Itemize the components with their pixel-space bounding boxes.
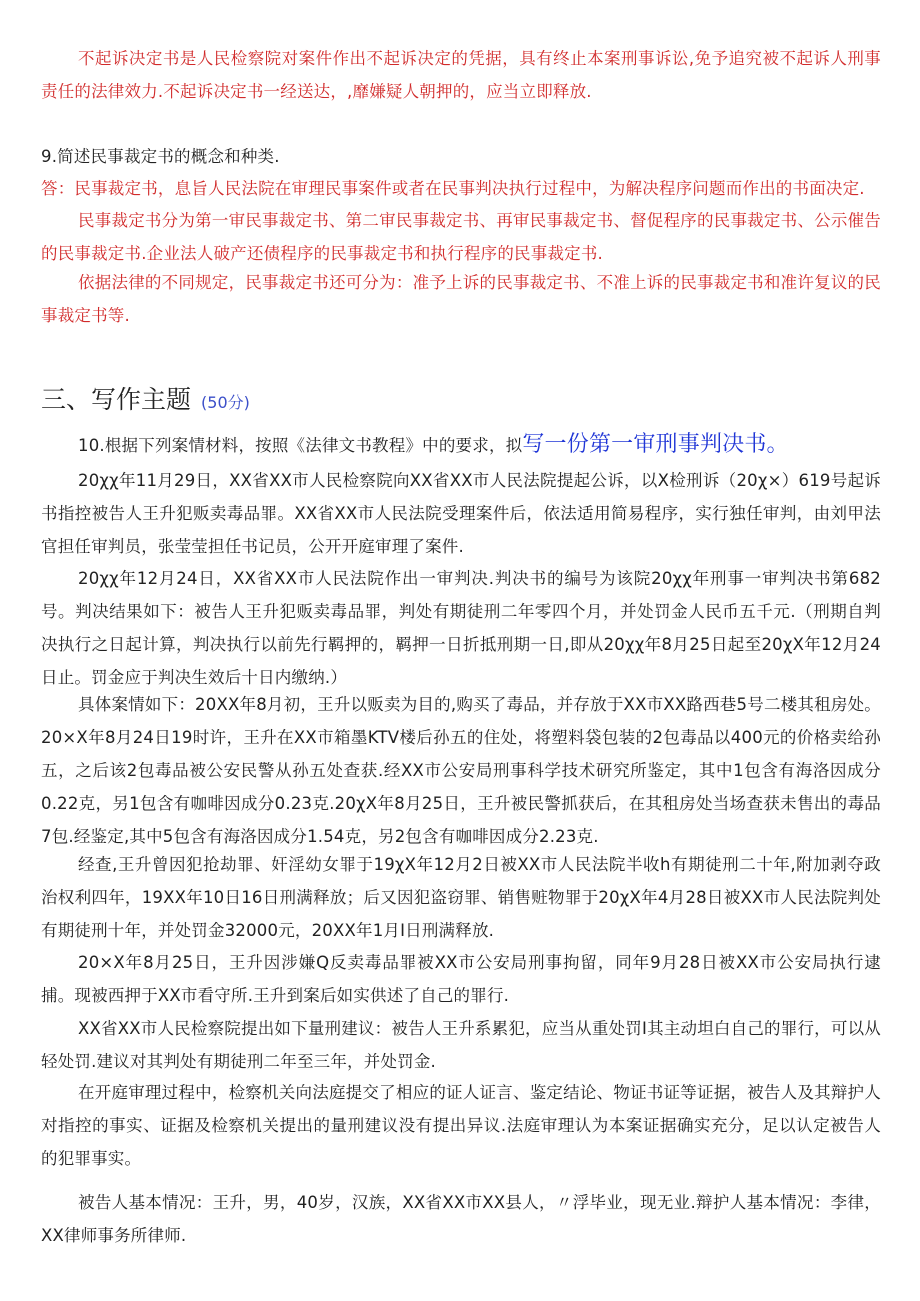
case-paragraph-trial: 在开庭审理过程中，检察机关向法庭提交了相应的证人证言、鉴定结论、物证书证等证据，被告人及其辩护人对指控的事实、证据及检察机关提出的量刑建议没有提出异议.法庭审理认为本案证据确实充分，足以认定被告人的犯罪事实。	[41, 1083, 881, 1168]
section-heading	[41, 380, 250, 423]
answer-9-definition: 答：民事裁定书，息旨人民法院在审理民事案件或者在民事判决执行过程中，为解决程序问题而作出的书面决定.	[41, 179, 865, 198]
paragraph-non-prosecution-effect: 不起诉决定书是人民检察院对案件作出不起诉决定的凭据，具有终止本案刑事诉讼,免予追究被不起诉人刑事责任的法律效力.不起诉决定书一经送达，,靡嫌疑人朝押的，应当立即释放.	[41, 49, 881, 101]
question-9: 9.简述民事裁定书的概念和种类.	[41, 147, 280, 166]
case-paragraph-judgment: 20χχ年12月24日，XX省XX市人民法院作出一审判决.判决书的编号为该院20χχ年刑事一审判决书第682号。判决结果如下：被告人王升犯贩卖毒品罪，判处有期徒刑二年零四个月，并处罚金人民币五千元.（刑期自判决执行之日起计算，判决执行以前先行羁押的，羁押一日折抵刑期一日,即从20χχ年8月25日起至20χX年12月24日止。罚金应于判决生效后十日内缴纳.）	[41, 569, 881, 687]
section-title: 三、写作主题	[41, 385, 192, 414]
answer-9-classification: 依据法律的不同规定，民事裁定书还可分为：准予上诉的民事裁定书、不准上诉的民事裁定书和准许复议的民事裁定书等.	[41, 273, 881, 325]
case-paragraph-criminal-record: 经查,王升曾因犯抢劫罪、奸淫幼女罪于19χX年12月2日被XX市人民法院半收h有期徒刑二十年,附加剥夺政治权利四年，19XX年10日16日刑满释放；后又因犯盗窃罪、销售赃物罪于20χX年4月28日被XX市人民法院判处有期徒刑十年，并处罚金32000元，20XX年1月I日刑满释放.	[41, 855, 881, 940]
question-10-emphasis: 写一份第一审刑事判决书。	[522, 432, 789, 457]
answer-9-types: 民事裁定书分为第一审民事裁定书、第二审民事裁定书、再审民事裁定书、督促程序的民事裁定书、公示催告的民事裁定书.企业法人破产还债程序的民事裁定书和执行程序的民事裁定书.	[41, 211, 881, 263]
case-paragraph-facts: 具体案情如下：20XX年8月初，王升以贩卖为目的,购买了毒品，并存放于XX市XX路西巷5号二楼其租房处。20×X年8月24日19时许，王升在XX市箱墨KTV楼后孙五的住处，将塑料袋包装的2包毒品以400元的价格卖给孙五，之后该2包毒品被公安民警从孙五处查获.经XX市公安局刑事科学技术研究所鉴定，其中1包含有海洛因成分0.22克，另1包含有咖啡因成分0.23克.20χX年8月25日，王升被民警抓获后，在其租房处当场查获未售出的毒品7包.经鉴定,其中5包含有海洛因成分1.54克，另2包含有咖啡因成分2.23克.	[41, 695, 881, 846]
case-paragraph-prosecution: 20χχ年11月29日，XX省XX市人民检察院向XX省XX市人民法院提起公诉，以X检刑诉（20χ×）619号起诉书指控被告人王升犯贩卖毒品罪。XX省XX市人民法院受理案件后，依法适用简易程序，实行独任审判，由刘甲法官担任审判员，张莹莹担任书记员，公开开庭审理了案件.	[41, 471, 881, 556]
case-paragraph-detention: 20×X年8月25日，王升因涉嫌Q反卖毒品罪被XX市公安局刑事拘留，同年9月28日被XX市公安局执行逮捕。现被西押于XX市看守所.王升到案后如实供述了自己的罪行.	[41, 953, 881, 1005]
case-paragraph-defendant-info: 被告人基本情况：王升，男，40岁，汉族，XX省XX市XX县人，〃浮毕业，现无业.辩护人基本情况：李律，XX律师事务所律师.	[41, 1193, 881, 1245]
question-10-text: 10.根据下列案情材料，按照《法律文书教程》中的要求，拟	[78, 436, 523, 455]
section-score: (50分)	[201, 393, 250, 412]
case-paragraph-sentencing-proposal: XX省XX市人民检察院提出如下量刑建议：被告人王升系累犯，应当从重处罚I其主动坦白自己的罪行，可以从轻处罚.建议对其判处有期徒刑二年至三年，并处罚金.	[41, 1019, 881, 1071]
question-10	[41, 428, 881, 462]
